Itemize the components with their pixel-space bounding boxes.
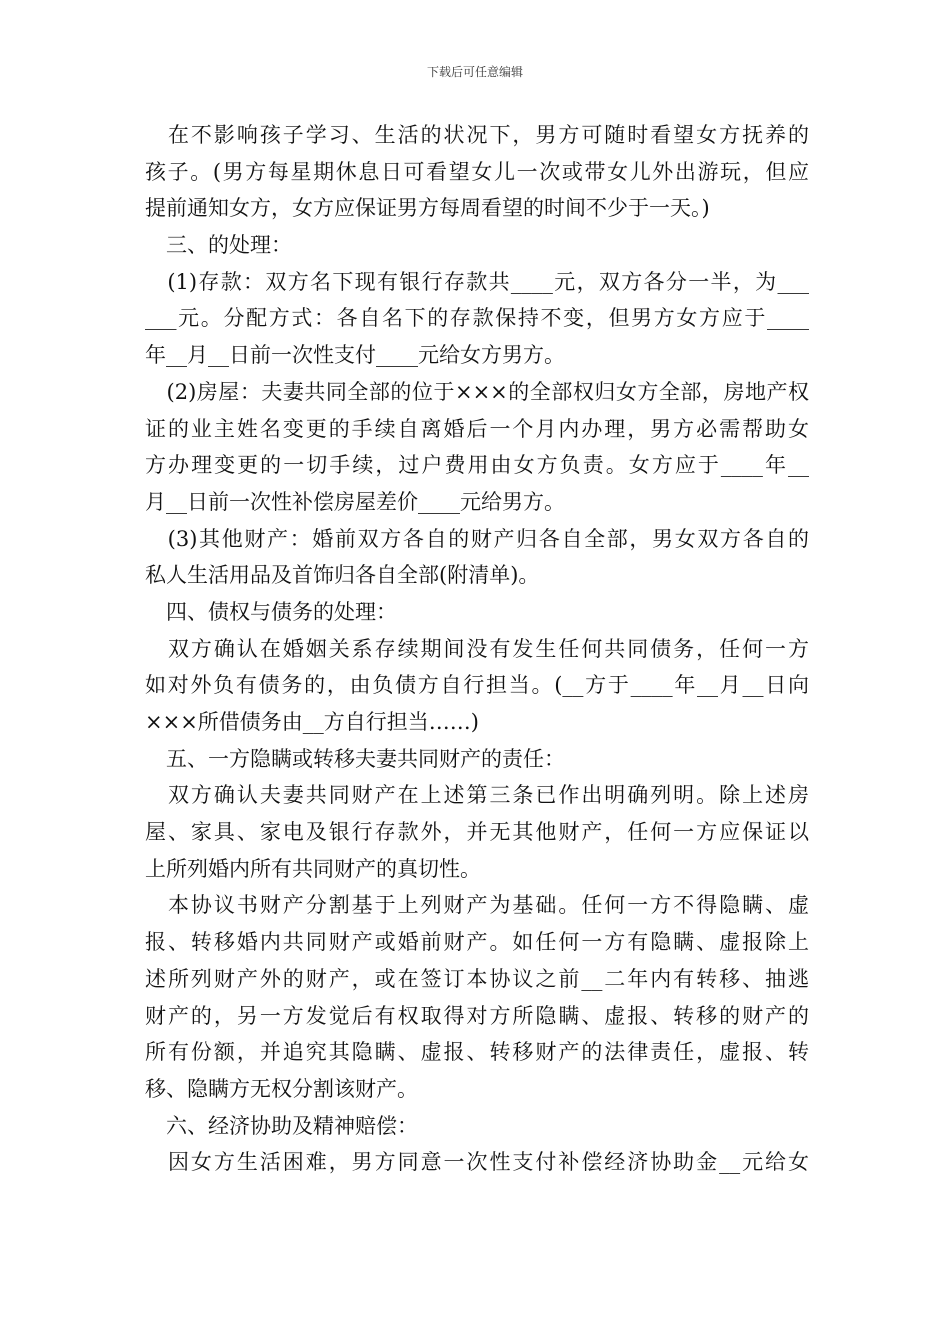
text-line: 孩子。(男方每星期休息日可看望女儿一次或带女儿外出游玩，但应 xyxy=(145,159,809,184)
text-line: 六、经济协助及精神赔偿： xyxy=(145,1113,418,1138)
text-line: 报、转移婚内共同财产或婚前财产。如任何一方有隐瞒、虚报除上 xyxy=(145,930,809,955)
text-line: 因女方生活困难，男方同意一次性支付补偿经济协助金__元给女 xyxy=(145,1150,809,1175)
text-line: (3)其他财产：婚前双方各自的财产归各自全部，男女双方各自的 xyxy=(145,526,809,551)
text-line: 四、债权与债务的处理： xyxy=(145,599,397,624)
text-line: 双方确认夫妻共同财产在上述第三条已作出明确列明。除上述房 xyxy=(145,783,809,808)
text-line: (1)存款：双方名下现有银行存款共____元，双方各分一半，为___ xyxy=(145,269,809,294)
text-line: 年__月__日前一次性支付____元给女方男方。 xyxy=(145,343,565,368)
text-line: ___元。分配方式：各自名下的存款保持不变，但男方女方应于____ xyxy=(145,306,809,331)
text-line: 述所列财产外的财产，或在签订本协议之前__二年内有转移、抽逃 xyxy=(145,966,809,991)
text-line: 方办理变更的一切手续，过户费用由女方负责。女方应于____年__ xyxy=(145,453,809,478)
text-line: 如对外负有债务的，由负债方自行担当。(__方于____年__月__日向 xyxy=(145,673,809,698)
text-line: ×××所借债务由__方自行担当……) xyxy=(145,710,479,734)
text-line: 所有份额，并追究其隐瞒、虚报、转移财产的法律责任，虚报、转 xyxy=(145,1040,809,1065)
page-header: 下载后可任意编辑 xyxy=(426,65,523,79)
text-line: 三、的处理： xyxy=(145,233,292,258)
text-line: 本协议书财产分割基于上列财产为基础。任何一方不得隐瞒、虚 xyxy=(145,893,809,918)
text-line: 私人生活用品及首饰归各自全部(附清单)。 xyxy=(145,563,540,588)
text-line: 五、一方隐瞒或转移夫妻共同财产的责任： xyxy=(145,746,565,771)
text-line: 提前通知女方，女方应保证男方每周看望的时间不少于一天。) xyxy=(145,196,710,221)
text-line: (2)房屋：夫妻共同全部的位于×××的全部权归女方全部，房地产权 xyxy=(145,379,809,404)
text-line: 移、隐瞒方无权分割该财产。 xyxy=(145,1076,418,1101)
text-line: 屋、家具、家电及银行存款外，并无其他财产，任何一方应保证以 xyxy=(145,820,809,845)
text-line: 证的业主姓名变更的手续自离婚后一个月内办理，男方必需帮助女 xyxy=(145,416,809,441)
text-line: 在不影响孩子学习、生活的状况下，男方可随时看望女方抚养的 xyxy=(145,123,809,147)
document-body xyxy=(145,117,809,1181)
text-line: 上所列婚内所有共同财产的真切性。 xyxy=(145,856,481,881)
text-line: 双方确认在婚姻关系存续期间没有发生任何共同债务，任何一方 xyxy=(145,636,809,661)
text-line: 财产的，另一方发觉后有权取得对方所隐瞒、虚报、转移的财产的 xyxy=(145,1003,809,1028)
text-line: 月__日前一次性补偿房屋差价____元给男方。 xyxy=(145,489,565,514)
